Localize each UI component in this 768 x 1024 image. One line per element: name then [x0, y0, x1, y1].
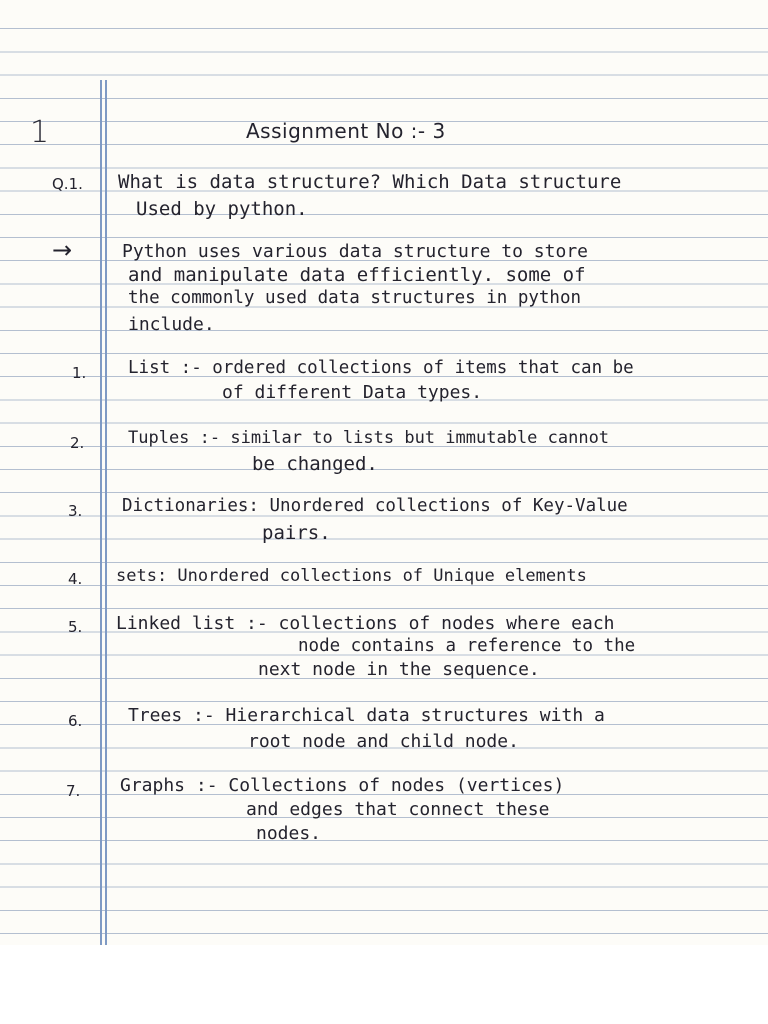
item-2-line-1: Tuples :- similar to lists but immutable cannot	[128, 428, 610, 448]
answer-line-3: the commonly used data structures in python	[128, 288, 582, 308]
item-7-line-2: and edges that connect these	[246, 799, 550, 820]
page-title: Assignment No :- 3	[246, 119, 446, 143]
item-1-line-2: of different Data types.	[222, 382, 483, 403]
answer-line-4: include.	[128, 314, 215, 335]
item-6-line-1: Trees :- Hierarchical data structures with a	[128, 705, 605, 726]
answer-line-1: Python uses various data structure to store	[122, 241, 588, 262]
item-7-line-3: nodes.	[256, 823, 322, 844]
item-5-line-2: node contains a reference to the	[298, 636, 636, 656]
margin-line-left	[100, 80, 102, 945]
question-label: Q.1.	[52, 175, 83, 193]
item-6-line-2: root node and child node.	[248, 731, 519, 752]
item-1-number: 1.	[72, 364, 87, 382]
item-3-line-2: pairs.	[262, 522, 331, 544]
item-3-number: 3.	[68, 502, 83, 520]
question-line-1: What is data structure? Which Data structure	[118, 171, 622, 193]
item-5-line-3: next node in the sequence.	[258, 659, 540, 680]
item-5-number: 5.	[68, 618, 83, 636]
background-surface	[0, 945, 768, 1024]
margin-line-right	[105, 80, 107, 945]
answer-line-2: and manipulate data efficiently. some of	[128, 264, 586, 286]
question-line-2: Used by python.	[136, 198, 308, 220]
page-number: 1	[30, 115, 50, 150]
item-6-number: 6.	[68, 712, 83, 730]
item-7-line-1: Graphs :- Collections of nodes (vertices)	[120, 775, 565, 796]
item-1-line-1: List :- ordered collections of items that can be	[128, 358, 634, 378]
item-7-number: 7.	[66, 782, 81, 800]
item-2-line-2: be changed.	[252, 453, 378, 475]
item-4-line-1: sets: Unordered collections of Unique elements	[116, 566, 587, 586]
answer-arrow-icon: →	[52, 236, 73, 264]
item-4-number: 4.	[68, 570, 83, 588]
item-5-line-1: Linked list :- collections of nodes where each	[116, 613, 615, 634]
item-3-line-1: Dictionaries: Unordered collections of Key-Value	[122, 496, 628, 516]
item-2-number: 2.	[70, 434, 85, 452]
